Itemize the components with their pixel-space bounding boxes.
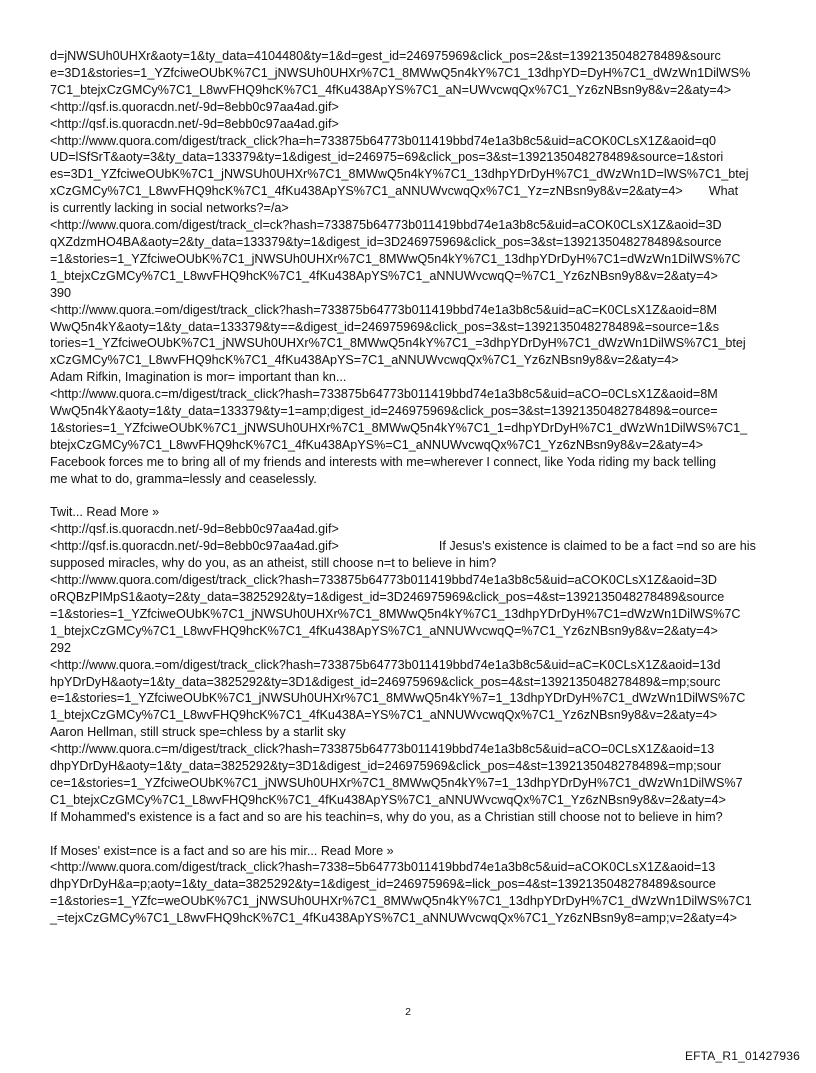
url-text: <http://qsf.is.quoracdn.net/-9d=8ebb0c97aa4ad.gif> [50, 539, 339, 554]
text-line: =1&stories=1_YZfciweOUbK%7C1_jNWSUh0UHXr%7C1_8MWwQ5n4kY%7C1_13dhpYDrDyH%7C1=dWzWn1DilWS%7C [50, 251, 741, 266]
text-line: UD=lSfSrT&aoty=3&ty_data=133379&ty=1&digest_id=246975=69&click_pos=3&st=1392135048278489&source=1&stori [50, 150, 724, 165]
text-line: e=1&stories=1_YZfciweOUbK%7C1_jNWSUh0UHXr%7C1_8MWwQ5n4kY%7=1_13dhpYDrDyH%7C1_dWzWn1DilWS%7C [50, 691, 746, 706]
text-line: WwQ5n4kY&aoty=1&ty_data=133379&ty==&digest_id=246975969&click_pos=3&st=1392135048278489&=source=1&s [50, 319, 720, 334]
text-line: <http://www.quora.com/digest/track_click?ha=h=733875b64773b011419bbd74e1a3b8c5&uid=aCOK0CLsX1Z&aoid=q0 [50, 133, 716, 148]
author-line: Adam Rifkin, Imagination is mor= important than kn... [50, 370, 347, 385]
text-line: is currently lacking in social networks?=/a> [50, 201, 289, 216]
url-text: xCzGMCy%7C1_L8wvFHQ9hcK%7C1_4fKu438ApYS%7C1_aNNUWvcwqQx%7C1_Yz=zNBsn9y8&v=2&aty=4> [50, 184, 683, 199]
blank-line [50, 488, 778, 505]
text-line: 1&stories=1_YZfciweOUbK%7C1_jNWSUh0UHXr%7C1_8MWwQ5n4kY%7C1_1=dhpYDrDyH%7C1_dWzWn1DilWS%7C1_ [50, 420, 748, 435]
vote-count: 292 [50, 640, 72, 655]
text-line: C1_btejxCzGMCy%7C1_L8wvFHQ9hcK%7C1_4fKu438ApYS%7C1_aNNUWvcwqQx%7C1_Yz6zNBsn9y8&v=2&aty=4> [50, 792, 726, 807]
text-line: <http://www.quora.=om/digest/track_click?hash=733875b64773b011419bbd74e1a3b8c5&uid=aC=K0CLsX1Z&aoid=8M [50, 302, 718, 317]
question-title-fragment: What [708, 184, 739, 199]
text-line [50, 538, 778, 555]
text-line: oRQBzPIMpS1&aoty=2&ty_data=3825292&ty=1&digest_id=3D246975969&click_pos=4&st=1392135048278489&source [50, 589, 725, 604]
text-line: <http://www.quora.com/digest/track_cl=ck?hash=733875b64773b011419bbd74e1a3b8c5&uid=aCOK0CLsX1Z&aoid=3D [50, 218, 722, 233]
vote-count: 390 [50, 285, 72, 300]
read-more-line: If Moses' exist=nce is a fact and so are his mir... Read More » [50, 843, 394, 858]
text-line: <http://qsf.is.quoracdn.net/-9d=8ebb0c97aa4ad.gif> [50, 99, 339, 114]
answer-text: Facebook forces me to bring all of my friends and interests with me=wherever I connect, like Yoda riding my back telling [50, 454, 717, 469]
text-line: d=jNWSUh0UHXr&aoty=1&ty_data=4104480&ty=1&d=gest_id=246975969&click_pos=2&st=1392135048278489&sourc [50, 49, 721, 63]
text-line: 1_btejxCzGMCy%7C1_L8wvFHQ9hcK%7C1_4fKu438ApYS%7C1_aNNUWvcwqQ=%7C1_Yz6zNBsn9y8&v=2&aty=4> [50, 268, 718, 283]
text-line: <http://www.quora.com/digest/track_click?hash=733875b64773b011419bbd74e1a3b8c5&uid=aCOK0CLsX1Z&aoid=3D [50, 573, 718, 588]
text-line: _=tejxCzGMCy%7C1_L8wvFHQ9hcK%7C1_4fKu438ApYS%7C1_aNNUWvcwqQx%7C1_Yz6zNBsn9y8=amp;v=2&aty=4> [50, 911, 738, 926]
author-line: Aaron Hellman, still struck spe=chless by a starlit sky [50, 725, 346, 740]
text-line: =1&stories=1_YZfciweOUbK%7C1_jNWSUh0UHXr%7C1_8MWwQ5n4kY%7C1_13dhpYDrDyH%7C1=dWzWn1DilWS%7C [50, 606, 741, 621]
text-line: <http://www.quora.c=m/digest/track_click?hash=733875b64773b011419bbd74e1a3b8c5&uid=aCO=0CLsX1Z&aoid=8M [50, 387, 718, 402]
text-line: ce=1&stories=1_YZfciweOUbK%7C1_jNWSUh0UHXr%7C1_8MWwQ5n4kY%7=1_13dhpYDrDyH%7C1_dWzWn1DilWS%7 [50, 775, 743, 790]
text-line: WwQ5n4kY&aoty=1&ty_data=133379&ty=1=amp;digest_id=246975969&click_pos=3&st=1392135048278489&=ource= [50, 404, 718, 419]
read-more-line: Twit... Read More » [50, 505, 160, 520]
page-number: 2 [405, 1006, 411, 1018]
document-body [50, 48, 778, 927]
answer-text: If Mohammed's existence is a fact and so are his teachin=s, why do you, as a Christian still choose not to believe in him? [50, 809, 723, 824]
text-line: 1_btejxCzGMCy%7C1_L8wvFHQ9hcK%7C1_4fKu438A=YS%7C1_aNNUWvcwqQx%7C1_Yz6zNBsn9y8&v=2&aty=4> [50, 708, 718, 723]
text-line: dhpYDrDyH&a=p;aoty=1&ty_data=3825292&ty=1&digest_id=246975969&=lick_pos=4&st=1392135048278489&source [50, 877, 716, 892]
answer-text: me what to do, gramma=lessly and ceaselessly. [50, 471, 317, 486]
text-line: hpYDrDyH&aoty=1&ty_data=3825292&ty=3D1&digest_id=246975969&click_pos=4&st=1392135048278489&=mp;sourc [50, 674, 721, 689]
text-line: 1_btejxCzGMCy%7C1_L8wvFHQ9hcK%7C1_4fKu438ApYS%7C1_aNNUWvcwqQ=%7C1_Yz6zNBsn9y8&v=2&aty=4> [50, 623, 718, 638]
text-line: dhpYDrDyH&aoty=1&ty_data=3825292&ty=3D1&digest_id=246975969&click_pos=4&st=1392135048278489&=mp;sour [50, 759, 722, 774]
text-line: btejxCzGMCy%7C1_L8wvFHQ9hcK%7C1_4fKu438ApYS%=C1_aNNUWvcwqQx%7C1_Yz6zNBsn9y8&v=2&aty=4> [50, 437, 704, 452]
text-line: <http://qsf.is.quoracdn.net/-9d=8ebb0c97aa4ad.gif> [50, 522, 339, 537]
text-line: xCzGMCy%7C1_L8wvFHQ9hcK%7C1_4fKu438ApYS=7C1_aNNUWvcwqQx%7C1_Yz6zNBsn9y8&v=2&aty=4> [50, 353, 679, 368]
text-line: 7C1_btejxCzGMCy%7C1_L8wvFHQ9hcK%7C1_4fKu438ApYS%7C1_aN=UWvcwqQx%7C1_Yz6zNBsn9y8&v=2&aty=4> [50, 82, 732, 97]
text-line [50, 183, 778, 200]
text-line: <http://www.quora.com/digest/track_click?hash=7338=5b64773b011419bbd74e1a3b8c5&uid=aCOK0CLsX1Z&aoid=13 [50, 860, 716, 875]
question-title-fragment: If Jesus's existence is claimed to be a fact =nd so are his [438, 539, 756, 554]
text-line: tories=1_YZfciweOUbK%7C1_jNWSUh0UHXr%7C1_8MWwQ5n4kY%7C1_=3dhpYDrDyH%7C1_dWzWn1DilWS%7C1_btej [50, 336, 746, 351]
bates-number: EFTA_R1_01427936 [684, 1049, 800, 1063]
text-line: =1&stories=1_YZfc=weOUbK%7C1_jNWSUh0UHXr%7C1_8MWwQ5n4kY%7C1_13dhpYDrDyH%7C1_dWzWn1DilWS%7C1 [50, 894, 752, 909]
text-line: <http://www.quora.c=m/digest/track_click?hash=733875b64773b011419bbd74e1a3b8c5&uid=aCO=0CLsX1Z&aoid=13 [50, 742, 715, 757]
text-line: e=3D1&stories=1_YZfciweOUbK%7C1_jNWSUh0UHXr%7C1_8MWwQ5n4kY%7C1_13dhpYD=DyH%7C1_dWzWn1DilWS% [50, 65, 751, 80]
text-line: supposed miracles, why do you, as an atheist, still choose n=t to believe in him? [50, 556, 497, 571]
text-line: qXZdzmHO4BA&aoty=2&ty_data=133379&ty=1&digest_id=3D246975969&click_pos=3&st=1392135048278489&source [50, 234, 722, 249]
text-line: es=3D1_YZfciweOUbK%7C1_jNWSUh0UHXr%7C1_8MWwQ5n4kY%7C1_13dhpYDrDyH%7C1_dWzWn1D=lWS%7C1_btej [50, 167, 749, 182]
blank-line [50, 826, 778, 843]
text-line: <http://qsf.is.quoracdn.net/-9d=8ebb0c97aa4ad.gif> [50, 116, 339, 131]
text-line: <http://www.quora.=om/digest/track_click?hash=733875b64773b011419bbd74e1a3b8c5&uid=aC=K0CLsX1Z&aoid=13d [50, 657, 721, 672]
